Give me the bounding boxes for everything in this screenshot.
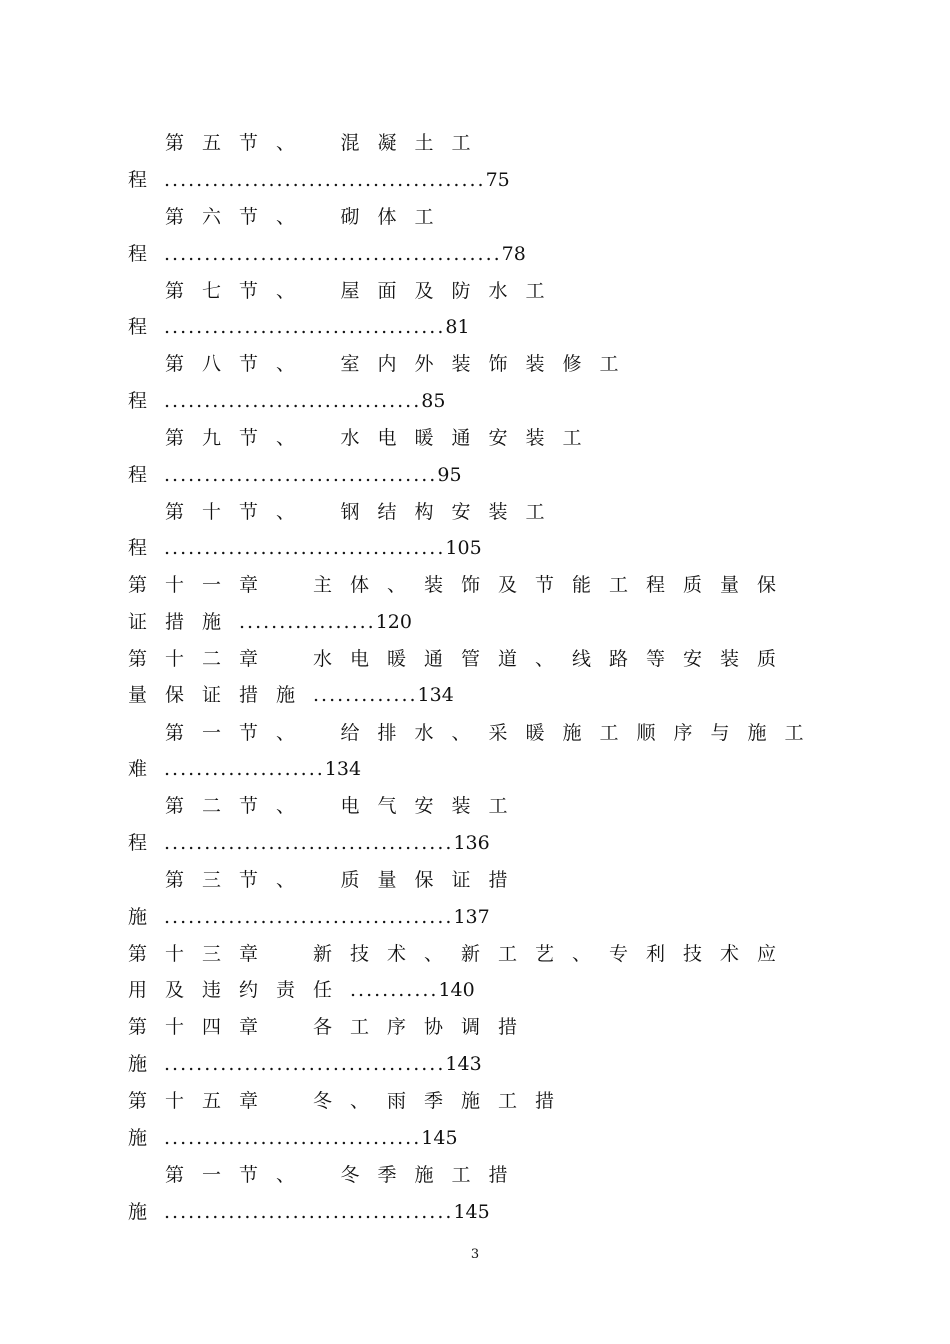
toc-continuation: 程 bbox=[128, 464, 148, 486]
toc-page-number: 120 bbox=[375, 611, 412, 633]
toc-page-number: 75 bbox=[485, 169, 510, 191]
toc-continuation-line bbox=[128, 830, 808, 856]
toc-heading: 第二节、 电气安装工 bbox=[165, 795, 526, 817]
toc-continuation: 程 bbox=[128, 316, 148, 338]
toc-continuation: 证措施 bbox=[128, 611, 240, 633]
toc-page-number: 85 bbox=[421, 390, 446, 412]
toc-chapter-heading: 第十四章 各工序协调措 bbox=[128, 1016, 536, 1038]
toc-leader-dots: .................................... bbox=[164, 832, 454, 854]
toc-leader-dots: ........... bbox=[350, 979, 439, 1001]
toc-continuation: 程 bbox=[128, 832, 148, 854]
toc-page-number: 105 bbox=[445, 537, 482, 559]
toc-leader-dots: .......................................... bbox=[164, 243, 502, 265]
toc-continuation-line bbox=[128, 1051, 808, 1077]
toc-continuation: 用及违约责任 bbox=[128, 979, 351, 1001]
toc-continuation: 施 bbox=[128, 1201, 148, 1223]
toc-continuation: 施 bbox=[128, 1053, 148, 1075]
toc-continuation: 程 bbox=[128, 390, 148, 412]
toc-continuation: 程 bbox=[128, 243, 148, 265]
toc-leader-dots: ........................................ bbox=[164, 169, 486, 191]
toc-continuation-line bbox=[128, 682, 808, 708]
toc-heading: 第一节、 给排水、采暖施工顺序与施工 bbox=[165, 722, 822, 744]
toc-heading: 第八节、 室内外装饰装修工 bbox=[165, 353, 637, 375]
toc-continuation-line bbox=[128, 1125, 808, 1151]
toc-page-number: 134 bbox=[417, 684, 454, 706]
toc-continuation-line bbox=[128, 904, 808, 930]
toc-heading: 第一节、 冬季施工措 bbox=[165, 1164, 526, 1186]
toc-leader-dots: ................................ bbox=[164, 1127, 422, 1149]
toc-continuation: 施 bbox=[128, 1127, 148, 1149]
toc-heading: 第三节、 质量保证措 bbox=[165, 869, 526, 891]
toc-page-number: 81 bbox=[445, 316, 470, 338]
toc-continuation-line bbox=[128, 167, 808, 193]
toc-page-number: 143 bbox=[445, 1053, 482, 1075]
toc-page-number: 137 bbox=[453, 906, 490, 928]
toc-leader-dots: ................. bbox=[239, 611, 376, 633]
toc-leader-dots: .................... bbox=[164, 758, 325, 780]
toc-continuation-line bbox=[128, 1199, 808, 1225]
toc-leader-dots: ............. bbox=[313, 684, 418, 706]
toc-leader-dots: ................................... bbox=[164, 537, 446, 559]
toc-chapter-heading: 第十二章 水电暖通管道、线路等安装质 bbox=[128, 648, 795, 670]
toc-continuation: 难 bbox=[128, 758, 148, 780]
toc-continuation-line bbox=[128, 388, 808, 414]
toc-leader-dots: .................................... bbox=[164, 1201, 454, 1223]
toc-page-number: 145 bbox=[453, 1201, 490, 1223]
toc-continuation-line bbox=[128, 609, 808, 635]
toc-heading: 第六节、 砌体工 bbox=[165, 206, 452, 228]
toc-continuation: 程 bbox=[128, 169, 148, 191]
toc-heading: 第五节、 混凝土工 bbox=[165, 132, 489, 154]
toc-page-number: 136 bbox=[453, 832, 490, 854]
toc-chapter-heading: 第十五章 冬、雨季施工措 bbox=[128, 1090, 573, 1112]
toc-page-number: 95 bbox=[437, 464, 462, 486]
toc-leader-dots: .................................. bbox=[164, 464, 438, 486]
toc-leader-dots: .................................... bbox=[164, 906, 454, 928]
toc-chapter-heading: 第十一章 主体、装饰及节能工程质量保 bbox=[128, 574, 795, 596]
toc-heading: 第九节、 水电暖通安装工 bbox=[165, 427, 600, 449]
toc-leader-dots: ................................... bbox=[164, 316, 446, 338]
toc-continuation: 程 bbox=[128, 537, 148, 559]
toc-continuation-line bbox=[128, 535, 808, 561]
toc-heading: 第七节、 屋面及防水工 bbox=[165, 280, 563, 302]
toc-continuation-line bbox=[128, 241, 808, 267]
toc-continuation-line bbox=[128, 462, 808, 488]
toc-continuation: 量保证措施 bbox=[128, 684, 314, 706]
page-number-footer: 3 bbox=[470, 1247, 480, 1262]
toc-page-number: 140 bbox=[438, 979, 475, 1001]
toc-continuation-line bbox=[128, 756, 808, 782]
toc-leader-dots: ................................... bbox=[164, 1053, 446, 1075]
toc-continuation-line bbox=[128, 977, 808, 1003]
toc-continuation-line bbox=[128, 314, 808, 340]
toc-page-number: 134 bbox=[324, 758, 362, 780]
toc-continuation: 施 bbox=[128, 906, 148, 928]
toc-page-number: 145 bbox=[421, 1127, 458, 1149]
toc-leader-dots: ................................ bbox=[164, 390, 422, 412]
toc-page-number: 78 bbox=[501, 243, 526, 265]
toc-heading: 第十节、 钢结构安装工 bbox=[165, 501, 563, 523]
toc-chapter-heading: 第十三章 新技术、新工艺、专利技术应 bbox=[128, 943, 795, 965]
